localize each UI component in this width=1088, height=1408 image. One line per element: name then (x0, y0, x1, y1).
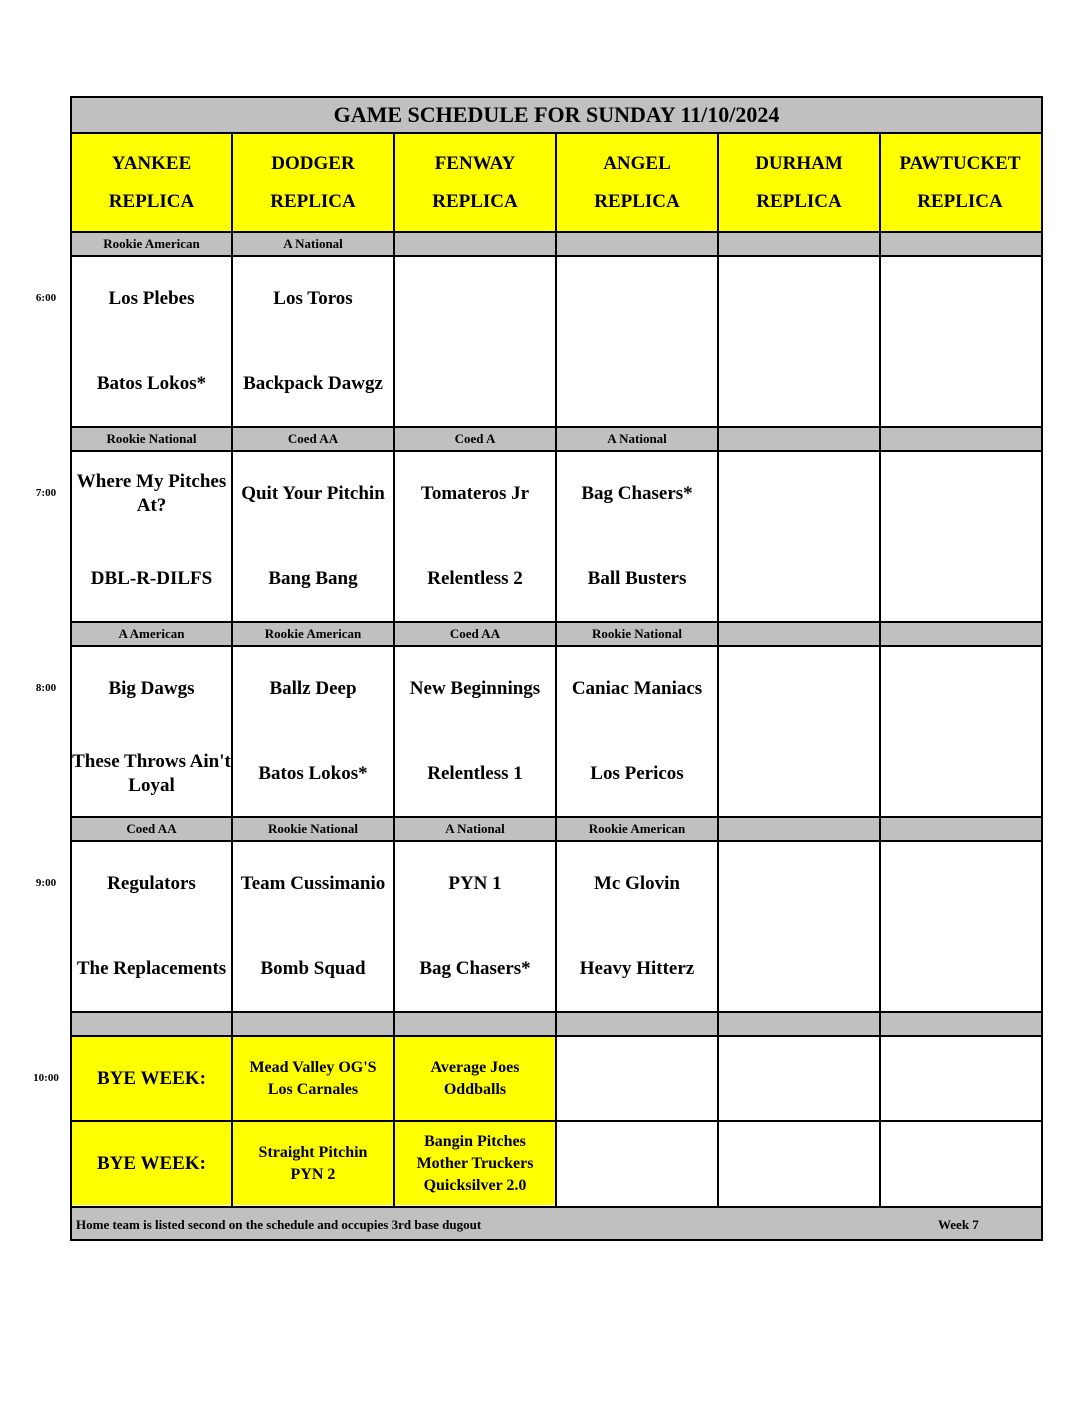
away-team: Bag Chasers* (581, 483, 693, 504)
division-label: A American (118, 626, 185, 641)
bye-team: Mead Valley OG'S (249, 1058, 377, 1076)
away-team: Where My Pitches At? (76, 471, 227, 516)
away-team: PYN 1 (448, 873, 502, 894)
bye-team: Oddballs (443, 1080, 507, 1098)
bye-team: Average Joes (430, 1058, 520, 1076)
bye-team: Quicksilver 2.0 (423, 1176, 527, 1194)
division-label (719, 428, 879, 450)
division-label: Coed AA (287, 431, 339, 446)
home-team (881, 555, 1039, 603)
bye-week-label: BYE WEEK: (97, 1152, 206, 1174)
division-label: Coed A (454, 431, 496, 446)
bye-teams-cell (395, 1122, 555, 1205)
schedule-title: GAME SCHEDULE FOR SUNDAY 11/10/2024 (333, 102, 780, 127)
bye-team: Mother Truckers (416, 1154, 534, 1172)
division-label: Rookie National (268, 821, 358, 836)
away-team: Los Plebes (108, 288, 195, 309)
home-team: Ball Busters (587, 568, 687, 589)
away-team: Regulators (107, 873, 196, 894)
home-team: Backpack Dawgz (243, 373, 383, 394)
home-team: Bag Chasers* (419, 958, 531, 979)
bye-teams-cell (233, 1037, 393, 1120)
division-label: A National (283, 236, 343, 251)
away-team (719, 470, 879, 518)
home-team (395, 360, 555, 408)
field-header (233, 134, 393, 231)
field-type: REPLICA (108, 190, 195, 212)
grid-line (879, 1013, 881, 1206)
home-team (881, 750, 1039, 798)
time-label: 8:00 (35, 682, 57, 694)
home-team: Relentless 1 (427, 763, 523, 784)
division-label (395, 233, 555, 255)
home-team (719, 360, 879, 408)
bye-team: PYN 2 (290, 1165, 336, 1183)
field-type: REPLICA (917, 190, 1003, 212)
division-label: Rookie American (103, 236, 200, 251)
field-type: REPLICA (756, 190, 842, 212)
away-team: New Beginnings (409, 678, 541, 699)
home-team: The Replacements (76, 958, 227, 979)
time-label: 6:00 (35, 292, 57, 304)
time-label: 7:00 (35, 487, 57, 499)
away-team: Big Dawgs (108, 678, 195, 699)
home-team (719, 750, 879, 798)
division-label (881, 428, 1039, 450)
division-label: Rookie American (588, 821, 686, 836)
field-header (881, 134, 1039, 231)
away-team: Ballz Deep (269, 678, 357, 699)
away-team (719, 275, 879, 323)
division-label: Rookie American (264, 626, 362, 641)
home-team: Relentless 2 (427, 568, 523, 589)
division-label (719, 818, 879, 840)
home-team: Los Pericos (590, 763, 684, 784)
away-team (395, 275, 555, 323)
division-label (881, 233, 1039, 255)
time-label: 10:00 (33, 1072, 59, 1084)
division-label (881, 818, 1039, 840)
division-label: Coed AA (449, 626, 501, 641)
field-header (72, 134, 231, 231)
home-team (881, 945, 1039, 993)
away-team (719, 860, 879, 908)
bye-team: Straight Pitchin (258, 1143, 368, 1161)
away-team (881, 665, 1039, 713)
division-label: A National (607, 431, 667, 446)
away-team (881, 470, 1039, 518)
away-team: Quit Your Pitchin (241, 483, 385, 504)
field-name: YANKEE (111, 152, 192, 174)
home-team (881, 360, 1039, 408)
home-team (557, 360, 717, 408)
away-team (719, 665, 879, 713)
home-team: Bang Bang (268, 568, 358, 589)
home-team: Bomb Squad (260, 958, 366, 979)
grid-line (717, 1013, 719, 1206)
division-label (881, 623, 1039, 645)
home-team: Batos Lokos* (96, 373, 207, 394)
home-team: Batos Lokos* (258, 763, 368, 784)
away-team (557, 275, 717, 323)
footer-note: Home team is listed second on the schedule and occupies 3rd base dugout (76, 1217, 482, 1232)
field-name: DODGER (271, 152, 355, 174)
field-type: REPLICA (432, 190, 518, 212)
bye-team: Bangin Pitches (424, 1132, 526, 1150)
bye-teams-cell (233, 1122, 393, 1205)
home-team: Heavy Hitterz (579, 958, 695, 979)
field-type: REPLICA (270, 190, 356, 212)
home-team: DBL-R-DILFS (90, 568, 213, 589)
division-label: Rookie National (592, 626, 682, 641)
away-team: Tomateros Jr (420, 483, 530, 504)
field-type: REPLICA (594, 190, 680, 212)
division-label (557, 233, 717, 255)
field-name: PAWTUCKET (899, 152, 1021, 174)
division-label: Coed AA (126, 821, 177, 836)
field-header (719, 134, 879, 231)
grid-line (555, 1013, 557, 1206)
away-team: Los Toros (273, 288, 353, 309)
away-team (881, 860, 1039, 908)
away-team (881, 275, 1039, 323)
grid-line (72, 1206, 1041, 1208)
field-name: ANGEL (603, 152, 671, 174)
division-label: A National (445, 821, 505, 836)
division-label (719, 623, 879, 645)
time-label: 9:00 (35, 877, 57, 889)
field-header (395, 134, 555, 231)
home-team (719, 945, 879, 993)
field-name: FENWAY (434, 152, 516, 174)
bye-team: Los Carnales (267, 1080, 359, 1098)
away-team: Mc Glovin (593, 873, 681, 894)
week-label: Week 7 (938, 1217, 979, 1232)
home-team (719, 555, 879, 603)
field-header (557, 134, 717, 231)
away-team: Caniac Maniacs (571, 678, 703, 699)
bye-week-label: BYE WEEK: (97, 1067, 206, 1089)
bye-teams-cell (395, 1037, 555, 1120)
away-team: Team Cussimanio (240, 873, 386, 894)
home-team: These Throws Ain't Loyal (72, 751, 231, 796)
field-name: DURHAM (755, 152, 843, 174)
division-label: Rookie National (106, 431, 197, 446)
schedule-table (70, 96, 1043, 1241)
division-label (719, 233, 879, 255)
